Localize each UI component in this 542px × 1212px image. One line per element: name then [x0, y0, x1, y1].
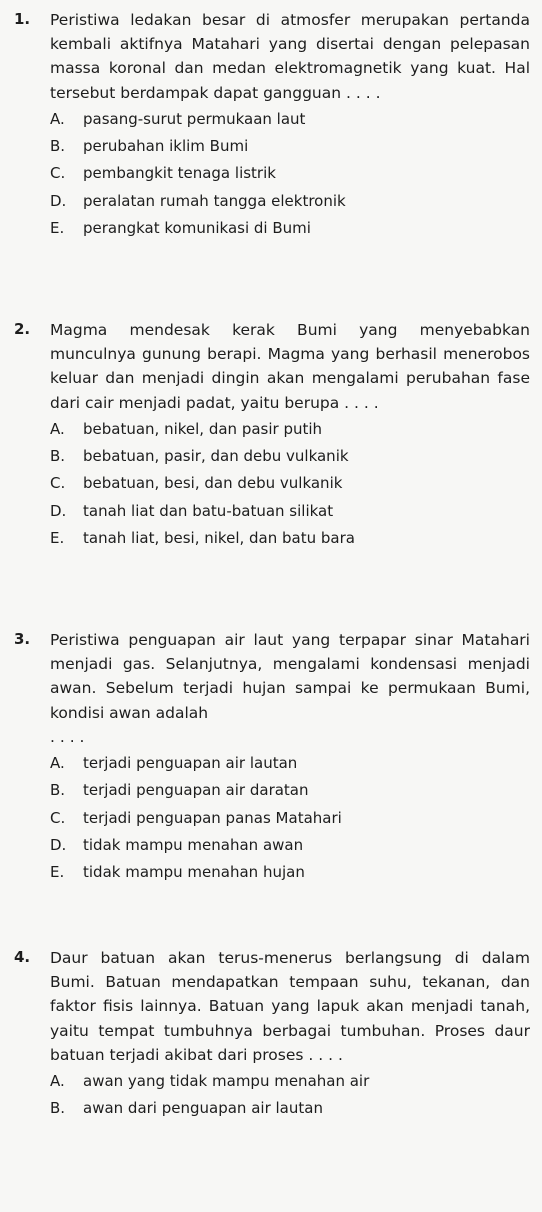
option-list — [50, 416, 534, 552]
option-e[interactable] — [50, 525, 534, 552]
question-number: 1. — [14, 10, 31, 28]
option-d[interactable] — [50, 498, 534, 525]
option-letter: E. — [50, 529, 65, 547]
option-letter: A. — [50, 754, 65, 773]
option-b[interactable] — [50, 133, 534, 160]
option-letter: D. — [50, 501, 67, 520]
question-1 — [14, 8, 534, 242]
option-a[interactable] — [50, 750, 534, 777]
option-text: terjadi penguapan panas Matahari — [83, 808, 342, 827]
option-letter: A. — [50, 1072, 65, 1091]
option-letter: C. — [50, 164, 66, 183]
option-text: pembangkit tenaga listrik — [83, 164, 276, 183]
option-text: awan dari penguapan air lautan — [83, 1099, 323, 1118]
question-text: Peristiwa penguapan air laut yang terpapar sinar Matahari menjadi gas. Selanjutnya, mengalami kondensasi menjadi awan. Sebelum terjadi hujan sampai ke permukaan Bumi, kondisi awan adalah . . . . — [50, 631, 530, 746]
question-3 — [14, 628, 534, 887]
option-c[interactable] — [50, 470, 534, 497]
option-letter: C. — [50, 474, 66, 493]
option-d[interactable] — [50, 832, 534, 859]
option-text: awan yang tidak mampu menahan air — [83, 1072, 370, 1091]
option-a[interactable] — [50, 106, 534, 133]
option-letter: D. — [50, 191, 67, 210]
question-2 — [14, 318, 534, 552]
question-text: Magma mendesak kerak Bumi yang menyebabkan munculnya gunung berapi. Magma yang berhasil menerobos keluar dan menjadi dingin akan mengalami perubahan fase dari cair menjadi padat, yaitu berupa . . . . — [50, 321, 530, 412]
option-a[interactable] — [50, 1068, 534, 1095]
option-text: tidak mampu menahan awan — [83, 835, 304, 854]
option-list — [50, 750, 534, 886]
option-d[interactable] — [50, 188, 534, 215]
option-list — [50, 1068, 534, 1123]
option-letter: C. — [50, 808, 66, 827]
option-e[interactable] — [50, 215, 534, 242]
question-number: 4. — [14, 948, 31, 966]
option-text: peralatan rumah tangga elektronik — [83, 191, 346, 210]
question-4 — [14, 946, 534, 1123]
question-number: 3. — [14, 630, 31, 648]
option-text: terjadi penguapan air daratan — [83, 781, 309, 800]
option-b[interactable] — [50, 1095, 534, 1122]
option-letter: B. — [50, 447, 66, 466]
option-text: bebatuan, besi, dan debu vulkanik — [83, 474, 343, 493]
option-text: pasang-surut permukaan laut — [83, 109, 306, 128]
option-text: perubahan iklim Bumi — [83, 137, 249, 156]
option-e[interactable] — [50, 859, 534, 886]
option-text: tanah liat dan batu-batuan silikat — [83, 501, 334, 520]
option-letter: E. — [50, 219, 65, 237]
option-letter: A. — [50, 419, 65, 438]
option-letter: A. — [50, 109, 65, 128]
option-text: tidak mampu menahan hujan — [83, 863, 305, 882]
option-c[interactable] — [50, 160, 534, 187]
question-text: Peristiwa ledakan besar di atmosfer merupakan pertanda kembali aktifnya Matahari yang disertai dengan pelepasan massa koronal dan medan elektromagnetik yang kuat. Hal tersebut berdampak dapat gangguan . . . . — [50, 11, 530, 102]
option-letter: B. — [50, 137, 66, 156]
option-a[interactable] — [50, 416, 534, 443]
option-letter: D. — [50, 835, 67, 854]
option-letter: B. — [50, 781, 66, 800]
option-text: terjadi penguapan air lautan — [83, 754, 298, 773]
option-letter: E. — [50, 863, 65, 882]
question-number: 2. — [14, 320, 31, 338]
question-text: Daur batuan akan terus-menerus berlangsung di dalam Bumi. Batuan mendapatkan tempaan suhu, tekanan, dan faktor fisis lainnya. Batuan yang lapuk akan menjadi tanah, yaitu tempat tumbuhnya berbagai tumbuhan. Proses daur batuan terjadi akibat dari proses . . . . — [50, 949, 530, 1064]
option-letter: B. — [50, 1099, 66, 1118]
option-c[interactable] — [50, 805, 534, 832]
option-text: bebatuan, nikel, dan pasir putih — [83, 419, 323, 438]
option-text: perangkat komunikasi di Bumi — [83, 219, 311, 237]
option-b[interactable] — [50, 443, 534, 470]
option-text: tanah liat, besi, nikel, dan batu bara — [83, 529, 355, 547]
option-text: bebatuan, pasir, dan debu vulkanik — [83, 447, 349, 466]
option-list — [50, 106, 534, 242]
option-b[interactable] — [50, 777, 534, 804]
